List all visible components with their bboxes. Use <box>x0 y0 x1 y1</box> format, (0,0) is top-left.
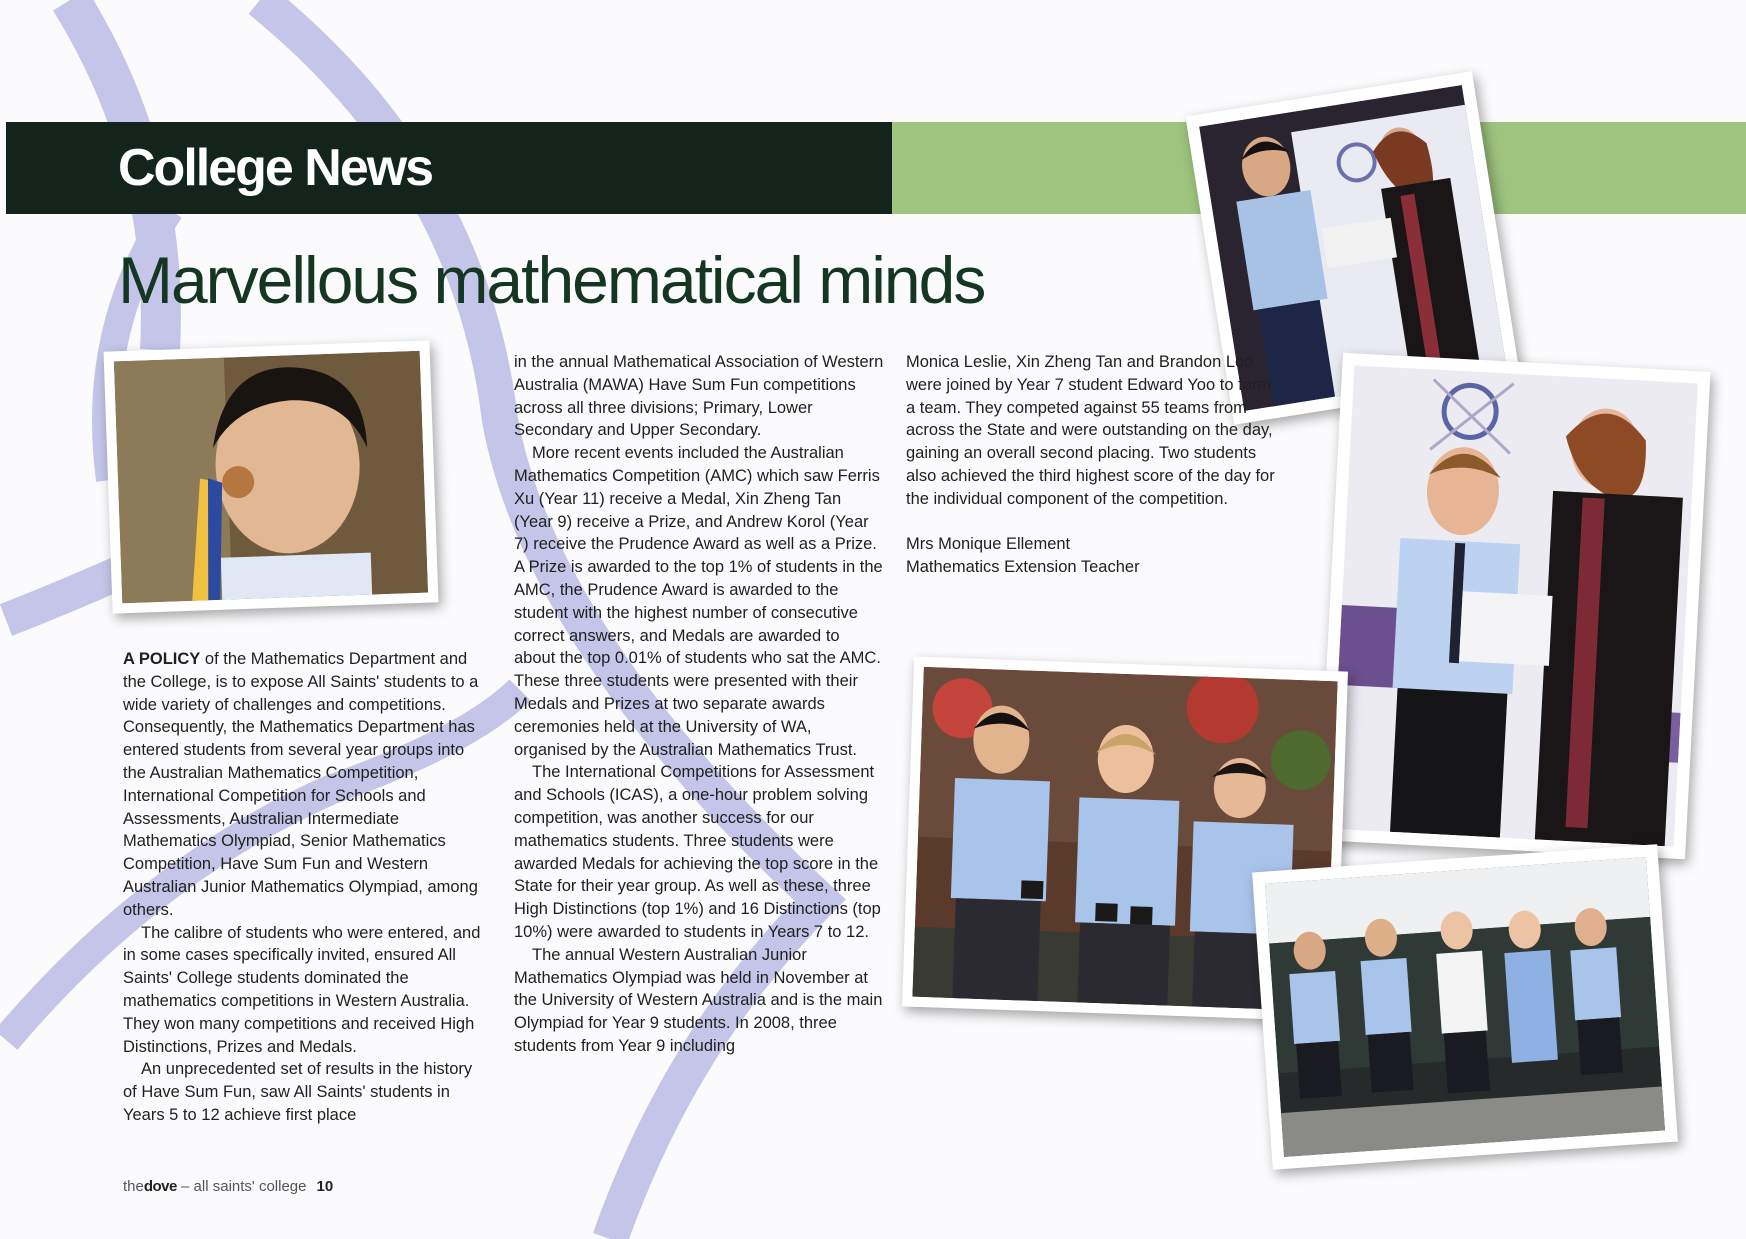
article-paragraph: Monica Leslie, Xin Zheng Tan and Brandon Loo were joined by Year 7 student Edward Yoo to form a team. They competed against 55 teams from across the State and were outstanding on the day, gaining an overall second placing. Two students also achieved the third highest score of the day for the individual component of the competition. <box>906 353 1275 508</box>
article-paragraph: The International Competitions for Assessment and Schools (ICAS), a one-hour problem solving competition, was another success for our mathematics students. Three students were awarded Medals for achieving the top score in the State for their year group. As well as these, three High Distinctions (top 1%) and 16 Distinctions (top 10%) were awarded to students in Years 7 to 12. <box>514 763 881 941</box>
page-footer <box>123 1178 333 1195</box>
author-name: Mrs Monique Ellement <box>906 535 1071 554</box>
article-paragraph: The annual Western Australian Junior Mathematics Olympiad was held in November at the University of Western Australia and is the main Olympiad for Year 9 students. In 2008, three students from Year 9 including <box>514 945 883 1055</box>
article-lead-in: A POLICY <box>123 650 201 668</box>
student-medal-image <box>114 351 428 604</box>
article-paragraph <box>123 648 485 922</box>
photo-student-with-medal <box>104 340 439 613</box>
footer-brand: dove <box>143 1178 177 1195</box>
article-paragraph: More recent events included the Australian Mathematics Competition (AMC) which saw Ferris Xu (Year 11) receive a Medal, Xin Zheng Tan (Year 9) receive a Prize, and Andrew Korol (Year 7) receive the Prudence Award as well as a Prize. A Prize is awarded to the top 1% of students in the AMC, the Prudence Award is awarded to the student with the highest number of consecutive correct answers, and Medals are awarded to about the top 0.01% of students who sat the AMC. These three students were presented with their Medals and Prizes at two separate awards ceremonies held at the University of WA, organised by the Australian Mathematics Trust. <box>514 444 883 759</box>
award-presentation-image-2 <box>1330 365 1698 846</box>
footer-tagline: – all saints' college <box>176 1178 307 1195</box>
photo-award-presentation-2 <box>1317 353 1710 860</box>
author-title: Mathematics Extension Teacher <box>906 558 1140 577</box>
section-title: College News <box>118 139 433 197</box>
article-paragraph: An unprecedented set of results in the history of Have Sum Fun, saw All Saints' students in Years 5 to 12 achieve first place <box>123 1060 473 1124</box>
olympiad-team-image <box>1265 857 1665 1157</box>
footer-brand-prefix: the <box>123 1178 144 1195</box>
article-column-3 <box>906 351 1276 579</box>
article-headline: Marvellous mathematical minds <box>118 243 985 317</box>
photo-olympiad-team <box>1252 844 1678 1170</box>
article-paragraph: The calibre of students who were entered, and in some cases specifically invited, ensured All Saints' College students dominated the mathematics competitions in Western Australia. They won many competitions and received High Distinctions, Prizes and Medals. <box>123 923 481 1056</box>
article-paragraph: in the annual Mathematical Association of Western Australia (MAWA) Have Sum Fun competitions across all three divisions; Primary, Lower Secondary and Upper Secondary. <box>514 353 884 440</box>
article-column-2 <box>514 351 884 1058</box>
article-column-1 <box>123 648 485 1127</box>
article-text: of the Mathematics Department and the College, is to expose All Saints' students to a wide variety of challenges and competitions. Consequently, the Mathematics Department has entered students from several year groups into the Australian Mathematics Competition, International Competition for Schools and Assessments, Australian Intermediate Mathematics Olympiad, Senior Mathematics Competition, Have Sum Fun and Western Australian Junior Mathematics Olympiad, among others. <box>123 650 479 919</box>
page-number: 10 <box>316 1178 334 1195</box>
